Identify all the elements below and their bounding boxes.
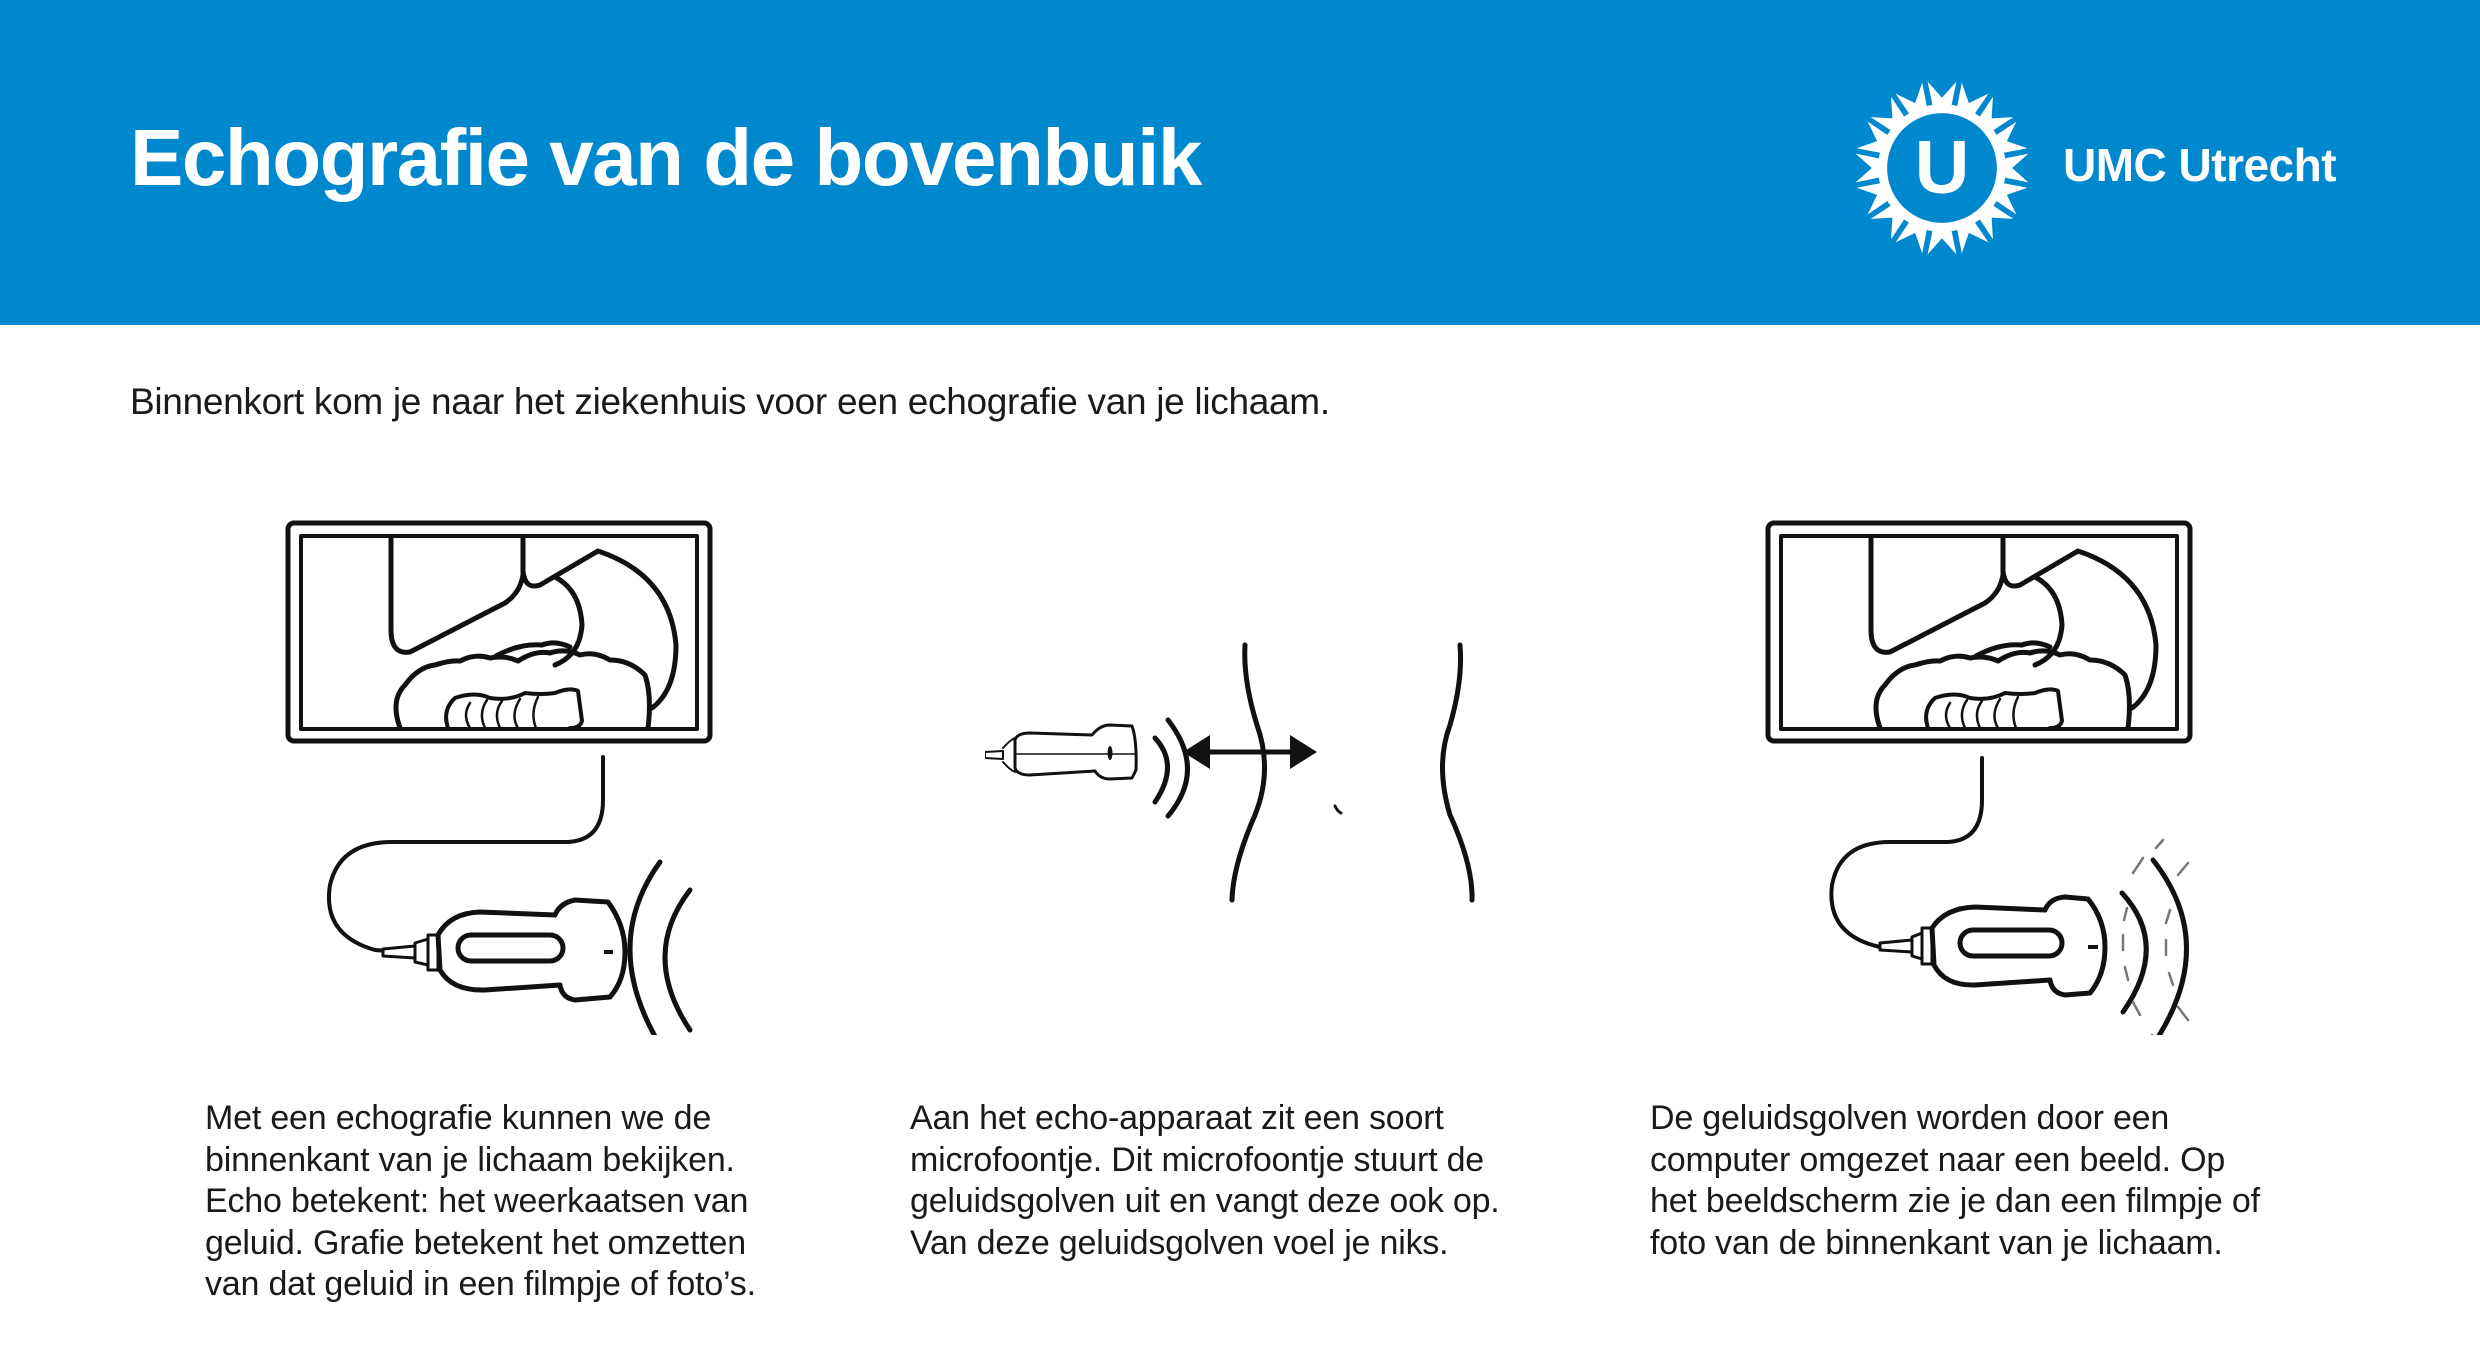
monitor-probe-illustration bbox=[280, 515, 760, 1035]
step-3-description: De geluidsgolven worden door een computer omgezet naar een beeld. Op het beeldscherm zie je dan een filmpje of foto van de binnenkant van je lichaam. bbox=[1650, 1099, 2260, 1262]
echo-wave bbox=[2153, 860, 2187, 1035]
page-title: Echografie van de bovenbuik bbox=[130, 113, 1201, 202]
svg-text:U: U bbox=[1914, 126, 1970, 211]
umc-sun-logo-icon bbox=[1852, 78, 2032, 258]
sound-wave bbox=[665, 890, 690, 1030]
step-2-description: Aan het echo-apparaat zit een soort microfoontje. Dit microfoontje stuurt de geluidsgolven uit en vangt deze ook op. Van deze geluidsgolven voel je niks. bbox=[910, 1099, 1500, 1262]
step-1-description: Met een echografie kunnen we de binnenkant van je lichaam bekijken. Echo betekent: het weerkaatsen van geluid. Grafie betekent het omzetten van dat geluid in een filmpje of foto’s. bbox=[205, 1099, 756, 1303]
logo-wordmark: UMC Utrecht bbox=[2063, 139, 2337, 191]
body-left-outline bbox=[1232, 645, 1265, 900]
monitor-echo-illustration bbox=[1760, 515, 2240, 1035]
header-banner bbox=[0, 0, 2480, 325]
echo-dashes bbox=[2123, 840, 2188, 1035]
intro-text: Binnenkort kom je naar het ziekenhuis voor een echografie van je lichaam. bbox=[130, 381, 1330, 422]
navel bbox=[1335, 806, 1341, 813]
sound-wave bbox=[630, 862, 660, 1035]
abdomen-probe-illustration bbox=[985, 640, 1505, 910]
body-right-outline bbox=[1443, 645, 1473, 900]
